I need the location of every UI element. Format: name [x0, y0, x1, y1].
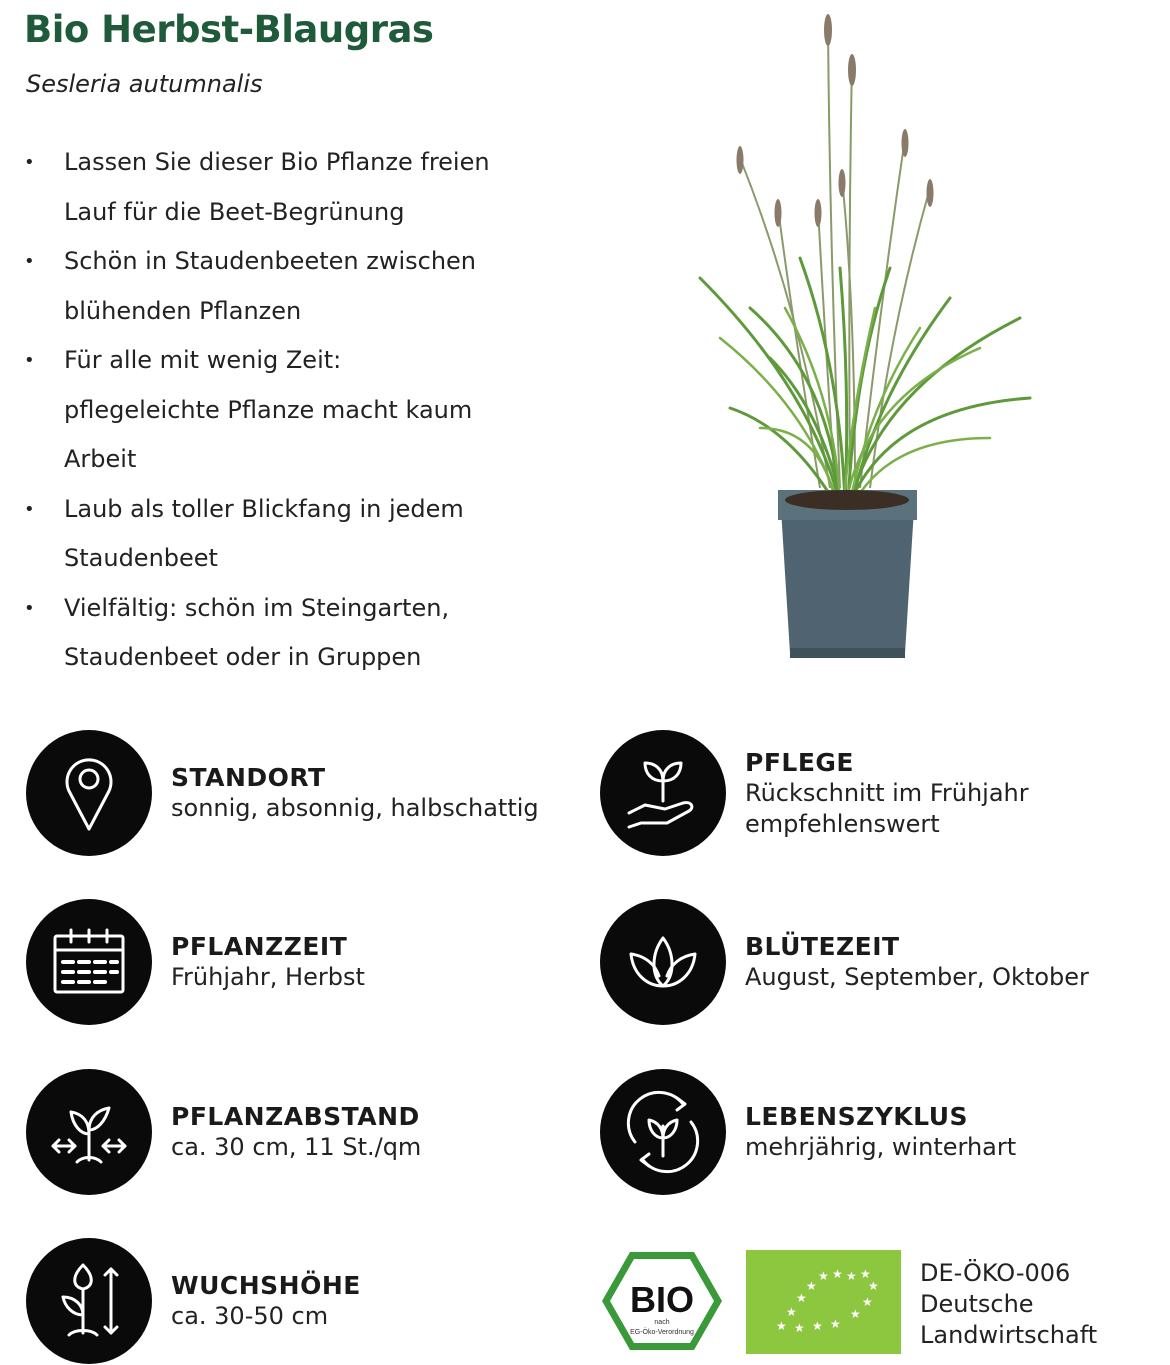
bullet-item: • Lassen Sie dieser Bio Pflanze freien Lauf für die Beet-Begrünung [22, 138, 544, 237]
svg-text:★: ★ [818, 1269, 829, 1283]
wuchshoehe-value: ca. 30-50 cm [171, 1302, 329, 1330]
bio-seal-text: BIO [629, 1279, 695, 1320]
svg-text:★: ★ [862, 1295, 873, 1309]
bio-seal-sub2: EG-Öko-Verordnung [630, 1329, 694, 1336]
plant-spacing-icon [26, 1069, 152, 1195]
calendar-icon [26, 899, 152, 1025]
svg-text:★: ★ [776, 1319, 787, 1333]
plant-product-image [690, 8, 1050, 668]
pflanzabstand-value: ca. 30 cm, 11 St./qm [171, 1133, 422, 1161]
cert-line3: Landwirtschaft [920, 1321, 1098, 1349]
pflege-value-line1: Rückschnitt im Frühjahr [745, 778, 1029, 807]
svg-text:★: ★ [830, 1317, 841, 1331]
bullet-item: • Vielfältig: schön im Steingarten, Staudenbeet oder in Gruppen [22, 584, 464, 683]
svg-text:★: ★ [846, 1269, 857, 1283]
standort-heading: STANDORT [171, 763, 326, 792]
lebenszyklus-value: mehrjährig, winterhart [745, 1133, 1017, 1161]
feature-wuchshoehe [26, 1238, 361, 1364]
svg-text:★: ★ [812, 1319, 823, 1333]
bullet-item: • Laub als toller Blickfang in jedem Staudenbeet [22, 485, 464, 584]
feature-pflanzabstand [26, 1069, 421, 1195]
feature-pflege [600, 730, 1029, 856]
wuchshoehe-heading: WUCHSHÖHE [171, 1271, 361, 1300]
svg-text:★: ★ [796, 1291, 807, 1305]
svg-text:★: ★ [868, 1279, 879, 1293]
svg-text:★: ★ [786, 1305, 797, 1319]
bluetezeit-heading: BLÜTEZEIT [745, 932, 900, 961]
bullet-item: • Für alle mit wenig Zeit: pflegeleichte Pflanze macht kaum Arbeit [22, 336, 504, 485]
eu-organic-leaf-logo [746, 1250, 901, 1354]
feature-standort [26, 730, 539, 856]
cert-line2: Deutsche [920, 1290, 1034, 1318]
bio-seal-logo [598, 1248, 726, 1354]
latin-name: Sesleria autumnalis [26, 70, 263, 98]
location-pin-icon [26, 730, 152, 856]
lebenszyklus-heading: LEBENSZYKLUS [745, 1102, 969, 1131]
pflanzzeit-value: Frühjahr, Herbst [171, 963, 365, 991]
plant-height-icon [26, 1238, 152, 1364]
feature-bluetezeit [600, 899, 1089, 1025]
cert-code: DE-ÖKO-006 [920, 1259, 1071, 1287]
plant-cycle-icon [600, 1069, 726, 1195]
bullet-item: • Schön in Staudenbeeten zwischen blühenden Pflanzen [22, 237, 484, 336]
svg-text:★: ★ [850, 1307, 861, 1321]
hand-sprout-icon [600, 730, 726, 856]
svg-text:★: ★ [860, 1267, 871, 1281]
feature-lebenszyklus [600, 1069, 1016, 1195]
pflanzzeit-heading: PFLANZZEIT [171, 932, 348, 961]
lotus-flower-icon [600, 899, 726, 1025]
feature-bullet-list [22, 138, 582, 683]
pflege-heading: PFLEGE [745, 747, 855, 777]
pflanzabstand-heading: PFLANZABSTAND [171, 1102, 420, 1131]
certification-area [598, 1248, 1158, 1358]
feature-pflanzzeit [26, 899, 365, 1025]
bluetezeit-value: August, September, Oktober [745, 963, 1089, 991]
svg-text:★: ★ [806, 1279, 817, 1293]
product-title: Bio Herbst-Blaugras [24, 8, 434, 51]
bio-seal-sub1: nach [654, 1319, 670, 1326]
pflege-value-line2: empfehlenswert [745, 809, 940, 838]
svg-text:★: ★ [832, 1267, 843, 1281]
standort-value: sonnig, absonnig, halbschattig [171, 794, 539, 822]
svg-text:★: ★ [794, 1321, 805, 1335]
